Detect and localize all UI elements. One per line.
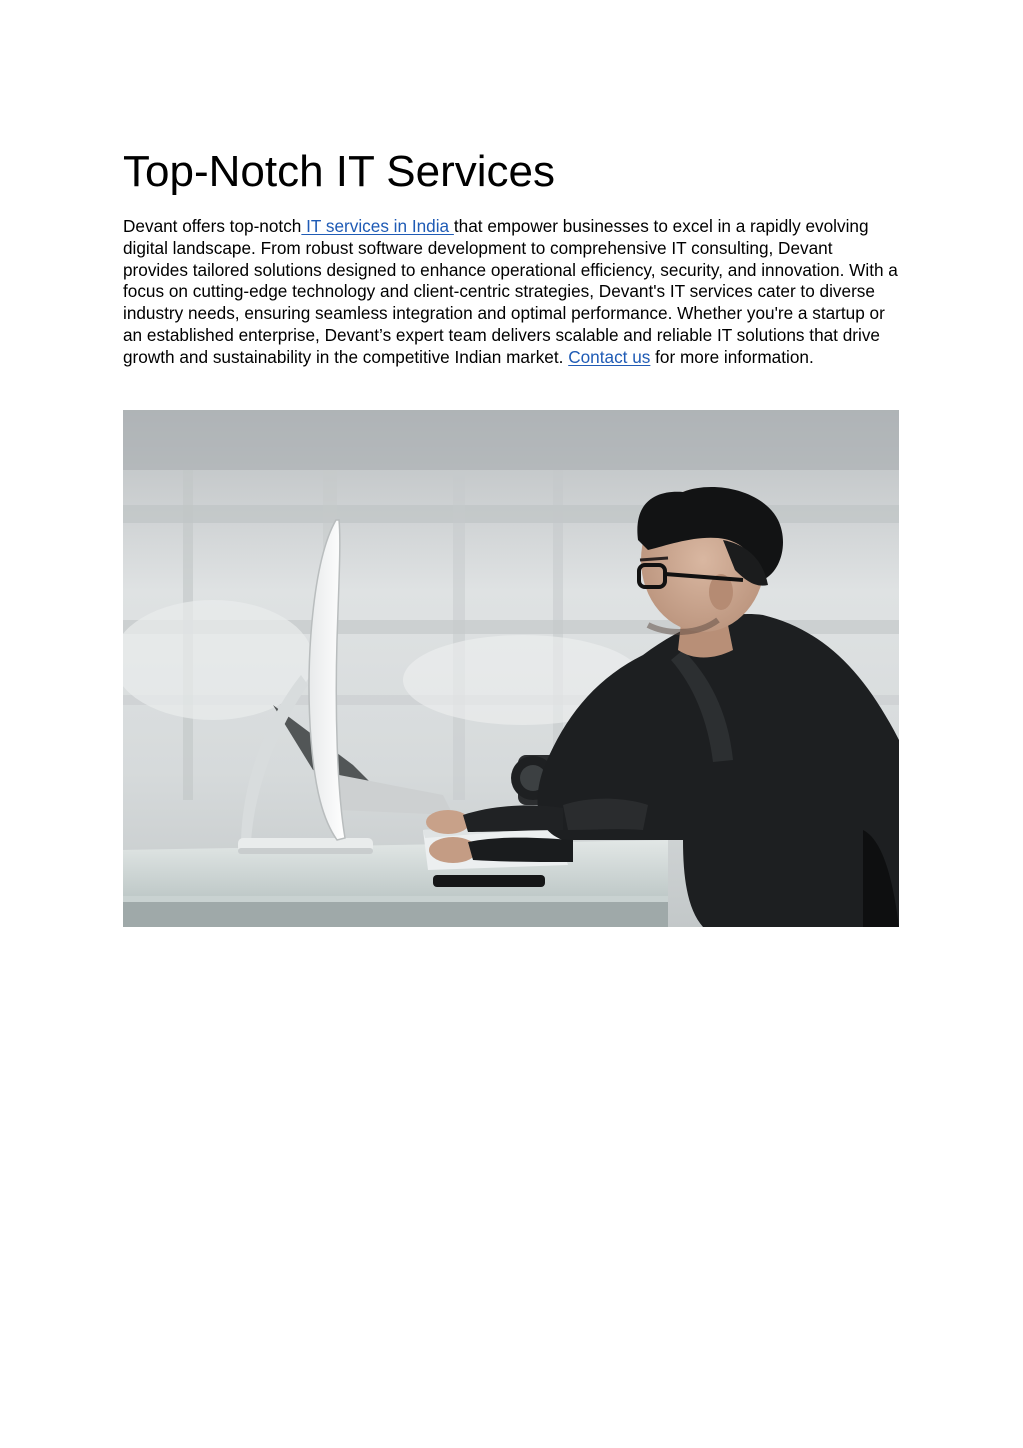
it-services-india-link[interactable]: IT services in India [301, 216, 454, 236]
intro-paragraph [123, 216, 899, 369]
page-title: Top-Notch IT Services [123, 147, 556, 196]
paragraph-text-2: that empower businesses to excel in a rapidly evolving digital landscape. From robust software development to comprehensive IT consulting, Devant provides tailored solutions designed to enhance operational efficiency, security, and innovation. With a focus on cutting-edge technology and client-centric strategies, Devant's IT services cater to diverse industry needs, ensuring seamless integration and optimal performance. Whether you're a startup or an established enterprise, Devant’s expert team delivers scalable and reliable IT solutions that drive growth and sustainability in the competitive Indian market. [123, 216, 898, 367]
contact-us-link[interactable]: Contact us [568, 346, 651, 367]
paragraph-text-3: for more information. [650, 346, 814, 367]
office-photo [123, 410, 899, 927]
paragraph-text-1: Devant offers top-notch [123, 216, 302, 236]
